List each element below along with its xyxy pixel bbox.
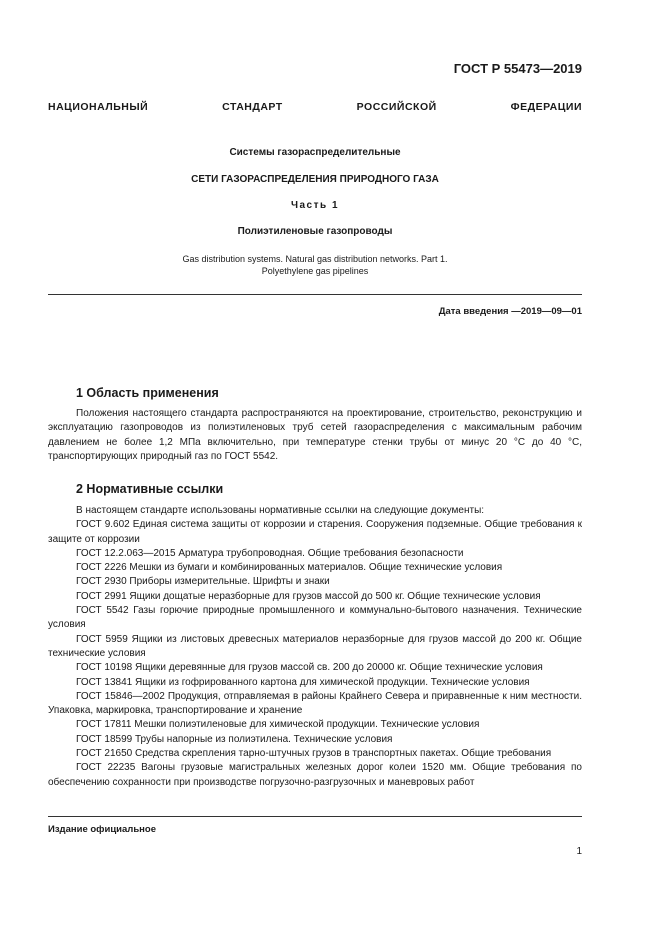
system-title: Системы газораспределительные — [229, 147, 401, 158]
standard-title: СЕТИ ГАЗОРАСПРЕДЕЛЕНИЯ ПРИРОДНОГО ГАЗА — [191, 174, 439, 185]
reference-item: ГОСТ 5959 Ящики из листовых древесных материалов неразборные для грузов массой до 200 кг. Общие технические условия — [48, 633, 582, 659]
section-2-body — [48, 504, 582, 790]
reference-item: ГОСТ 17811 Мешки полиэтиленовые для химической продукции. Технические условия — [76, 719, 480, 731]
section-1-heading: 1 Область применения — [76, 386, 219, 400]
reference-item: ГОСТ 2930 Приборы измерительные. Шрифты и знаки — [76, 576, 330, 588]
reference-item: ГОСТ 12.2.063—2015 Арматура трубопроводная. Общие требования безопасности — [76, 547, 464, 559]
references-intro: В настоящем стандарте использованы нормативные ссылки на следующие документы: — [76, 505, 485, 516]
section-1-paragraph: Положения настоящего стандарта распространяются на проектирование, строительство, реконструкцию и эксплуатацию газопроводов из полиэтиленовых труб сетей газораспределения с максимальным рабочим давлением не более 1,2 МПа включительно, при температуре стенки трубы от минус 20 °С до 40 °С, транспортирующих природный газ по ГОСТ 5542. — [48, 408, 582, 462]
section-2-heading: 2 Нормативные ссылки — [76, 482, 224, 496]
section-1-body — [48, 407, 582, 464]
part-label: Часть 1 — [290, 200, 340, 211]
reference-item: ГОСТ 2226 Мешки из бумаги и комбинированных материалов. Общие технические условия — [76, 562, 503, 574]
footer-divider — [48, 816, 582, 817]
reference-item: ГОСТ 10198 Ящики деревянные для грузов массой св. 200 до 20000 кг. Общие технические условия — [76, 662, 543, 674]
reference-item: ГОСТ 2991 Ящики дощатые неразборные для грузов массой до 500 кг. Общие технические условия — [76, 590, 541, 602]
reference-item: ГОСТ 5542 Газы горючие природные промышленного и коммунально-бытового назначения. Технические условия — [48, 605, 582, 631]
national-standard-heading: НАЦИОНАЛЬНЫЙ СТАНДАРТ РОССИЙСКОЙ ФЕДЕРАЦИИ — [48, 101, 582, 113]
document-number: ГОСТ Р 55473—2019 — [453, 61, 582, 76]
reference-item: ГОСТ 13841 Ящики из гофрированного картона для химической продукции. Технические условия — [76, 676, 530, 688]
reference-item: ГОСТ 9.602 Единая система защиты от коррозии и старения. Сооружения подземные. Общие требования к защите от коррозии — [48, 519, 582, 545]
reference-item: ГОСТ 21650 Средства скрепления тарно-штучных грузов в транспортных пакетах. Общие требования — [76, 748, 552, 760]
reference-item: ГОСТ 18599 Трубы напорные из полиэтилена. Технические условия — [76, 733, 393, 745]
reference-item: ГОСТ 22235 Вагоны грузовые магистральных железных дорог колеи 1520 мм. Общие требования по обеспечению сохранности при производстве погрузочно-разгрузочных и маневровых работ — [48, 762, 582, 788]
english-title-line-1: Gas distribution systems. Natural gas distribution networks. Part 1. — [182, 254, 448, 264]
page-number: 1 — [576, 846, 582, 857]
reference-item: ГОСТ 15846—2002 Продукция, отправляемая в районы Крайнего Севера и приравненные к ним местности. Упаковка, маркировка, транспортирование и хранение — [48, 690, 582, 717]
english-title-line-2: Polyethylene gas pipelines — [261, 266, 369, 276]
standard-subtitle: Полиэтиленовые газопроводы — [237, 226, 393, 237]
official-edition-label: Издание официальное — [48, 824, 156, 835]
introduction-date: Дата введения —2019—09—01 — [438, 306, 582, 317]
english-title — [48, 253, 582, 277]
title-divider — [48, 294, 582, 295]
